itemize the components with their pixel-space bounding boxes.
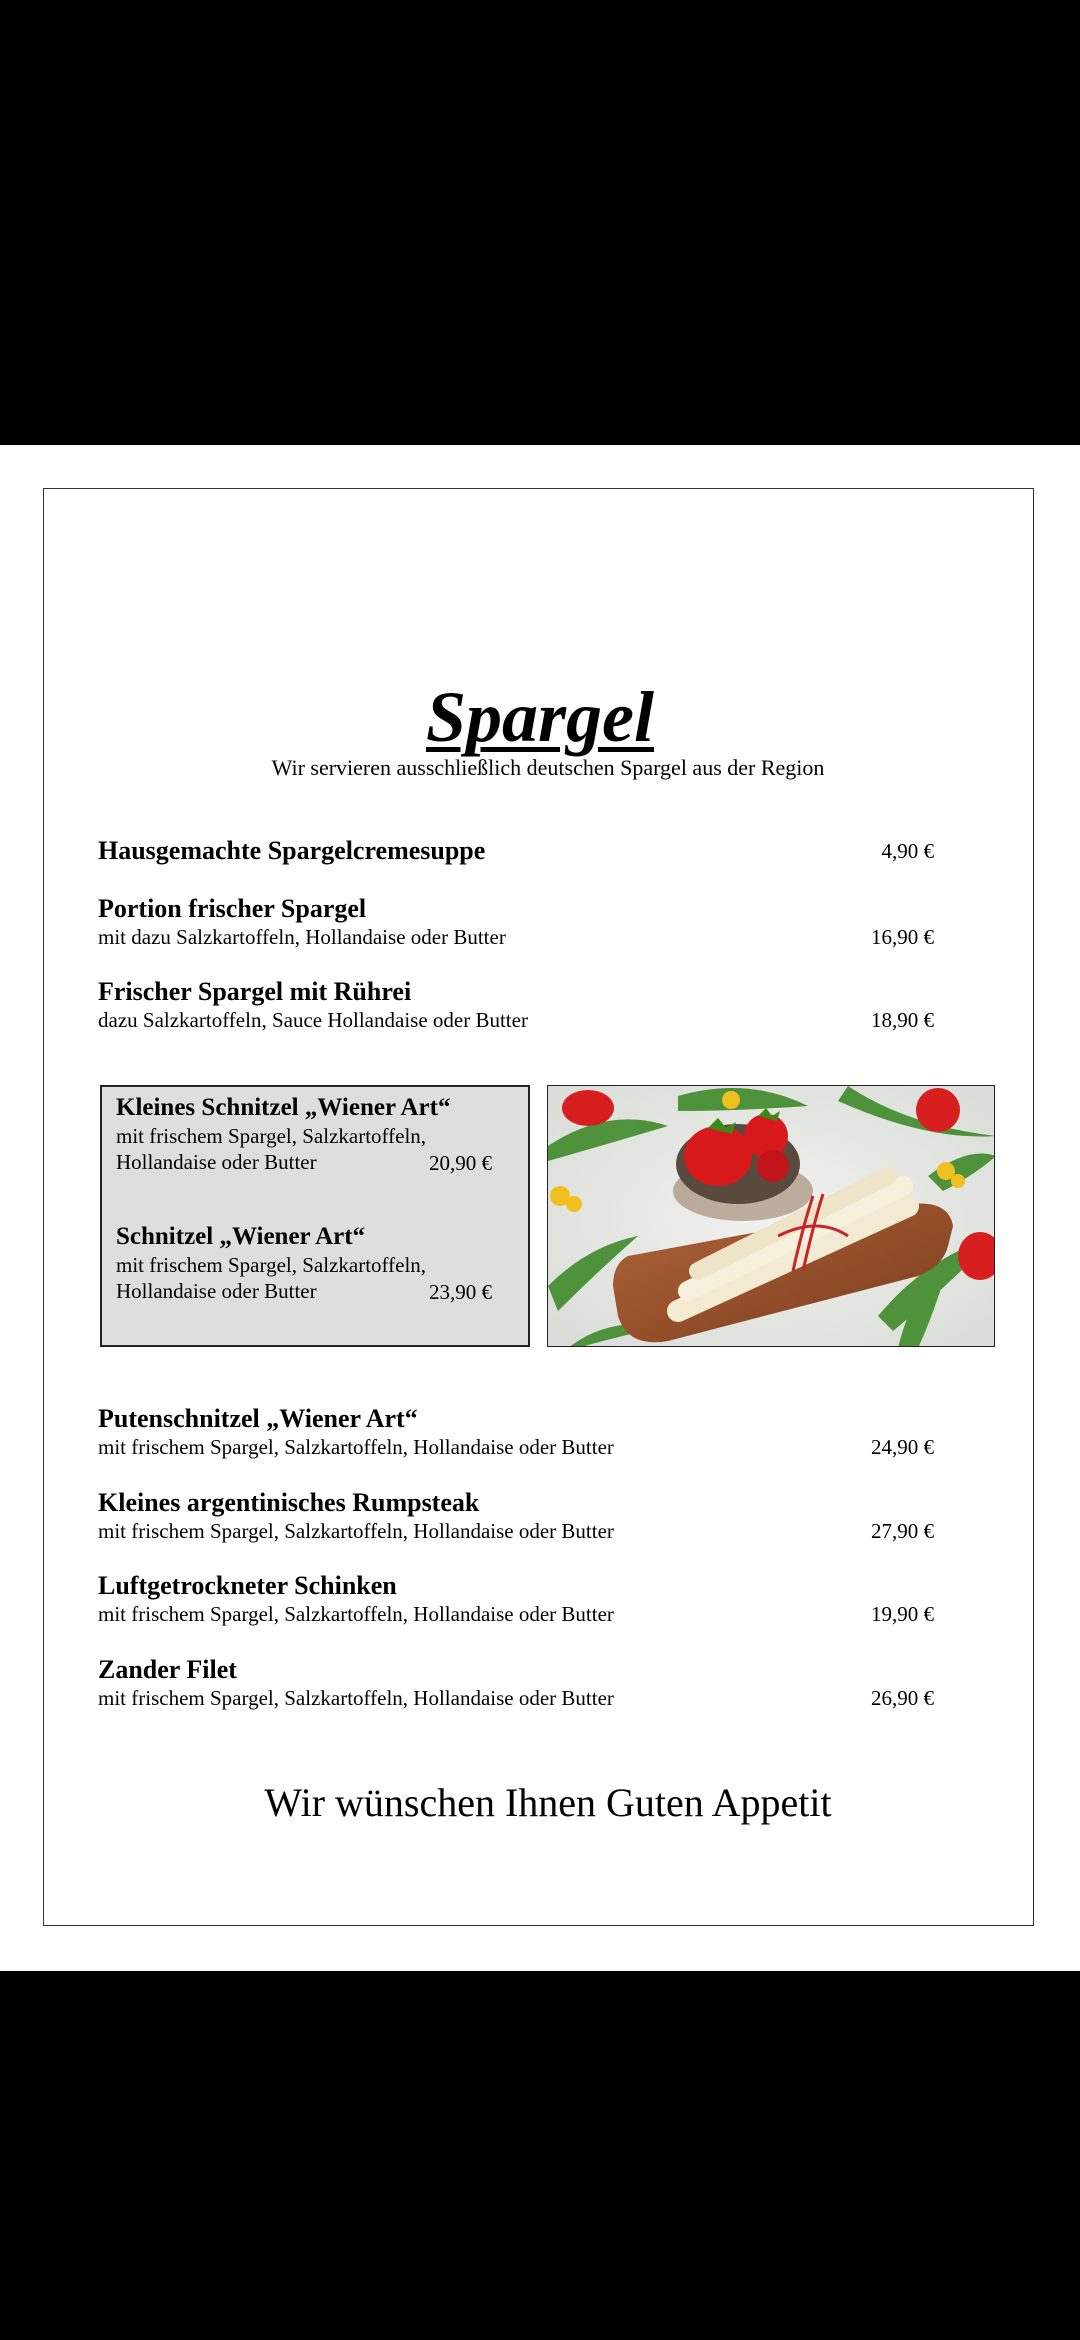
menu-item-schinken <box>98 1571 938 1628</box>
menu-page <box>0 445 1080 1971</box>
menu-item-soup <box>98 836 938 866</box>
item-name: Schnitzel „Wiener Art“ <box>116 1223 366 1250</box>
item-description-line2: Hollandaise oder Butter <box>116 1279 317 1303</box>
menu-item-zander <box>98 1655 938 1712</box>
item-price: 24,90 € <box>871 1435 934 1459</box>
menu-item-portion-spargel <box>98 894 938 951</box>
item-name: Portion frischer Spargel <box>98 894 367 923</box>
item-name: Kleines Schnitzel „Wiener Art“ <box>116 1094 451 1121</box>
item-description: dazu Salzkartoffeln, Sauce Hollandaise oder Butter <box>98 1008 528 1032</box>
closing-message: Wir wünschen Ihnen Guten Appetit <box>264 1780 832 1825</box>
box-item-schnitzel <box>116 1222 506 1306</box>
item-name: Luftgetrockneter Schinken <box>98 1571 397 1600</box>
item-price: 27,90 € <box>871 1519 934 1543</box>
schnitzel-highlight-box <box>100 1085 530 1347</box>
item-description-line1: mit frischem Spargel, Salzkartoffeln, <box>116 1253 427 1277</box>
item-name: Frischer Spargel mit Rührei <box>98 977 412 1006</box>
item-price: 26,90 € <box>871 1686 934 1710</box>
menu-title: Spargel <box>425 677 655 757</box>
item-price: 20,90 € <box>429 1151 492 1175</box>
item-name: Putenschnitzel „Wiener Art“ <box>98 1404 418 1433</box>
item-description: mit frischem Spargel, Salzkartoffeln, Hollandaise oder Butter <box>98 1435 614 1459</box>
item-price: 16,90 € <box>871 925 934 949</box>
item-description: mit frischem Spargel, Salzkartoffeln, Hollandaise oder Butter <box>98 1602 614 1626</box>
menu-item-rumpsteak <box>98 1488 938 1545</box>
item-description-line2: Hollandaise oder Butter <box>116 1150 317 1174</box>
item-name: Hausgemachte Spargelcremesuppe <box>98 836 486 865</box>
item-description: mit dazu Salzkartoffeln, Hollandaise oder Butter <box>98 925 506 949</box>
asparagus-strawberry-photo <box>547 1085 995 1347</box>
item-price: 4,90 € <box>881 839 934 863</box>
item-description-line1: mit frischem Spargel, Salzkartoffeln, <box>116 1124 427 1148</box>
menu-item-spargel-ruehrei <box>98 977 938 1034</box>
photo-illustration <box>548 1086 995 1347</box>
item-description: mit frischem Spargel, Salzkartoffeln, Hollandaise oder Butter <box>98 1519 614 1543</box>
item-price: 18,90 € <box>871 1008 934 1032</box>
item-name: Zander Filet <box>98 1655 237 1684</box>
item-price: 23,90 € <box>429 1280 492 1304</box>
box-item-kleines-schnitzel <box>116 1093 506 1177</box>
item-name: Kleines argentinisches Rumpsteak <box>98 1488 480 1517</box>
item-description: mit frischem Spargel, Salzkartoffeln, Hollandaise oder Butter <box>98 1686 614 1710</box>
menu-item-putenschnitzel <box>98 1404 938 1461</box>
item-price: 19,90 € <box>871 1602 934 1626</box>
menu-subtitle: Wir servieren ausschließlich deutschen Spargel aus der Region <box>271 755 825 780</box>
